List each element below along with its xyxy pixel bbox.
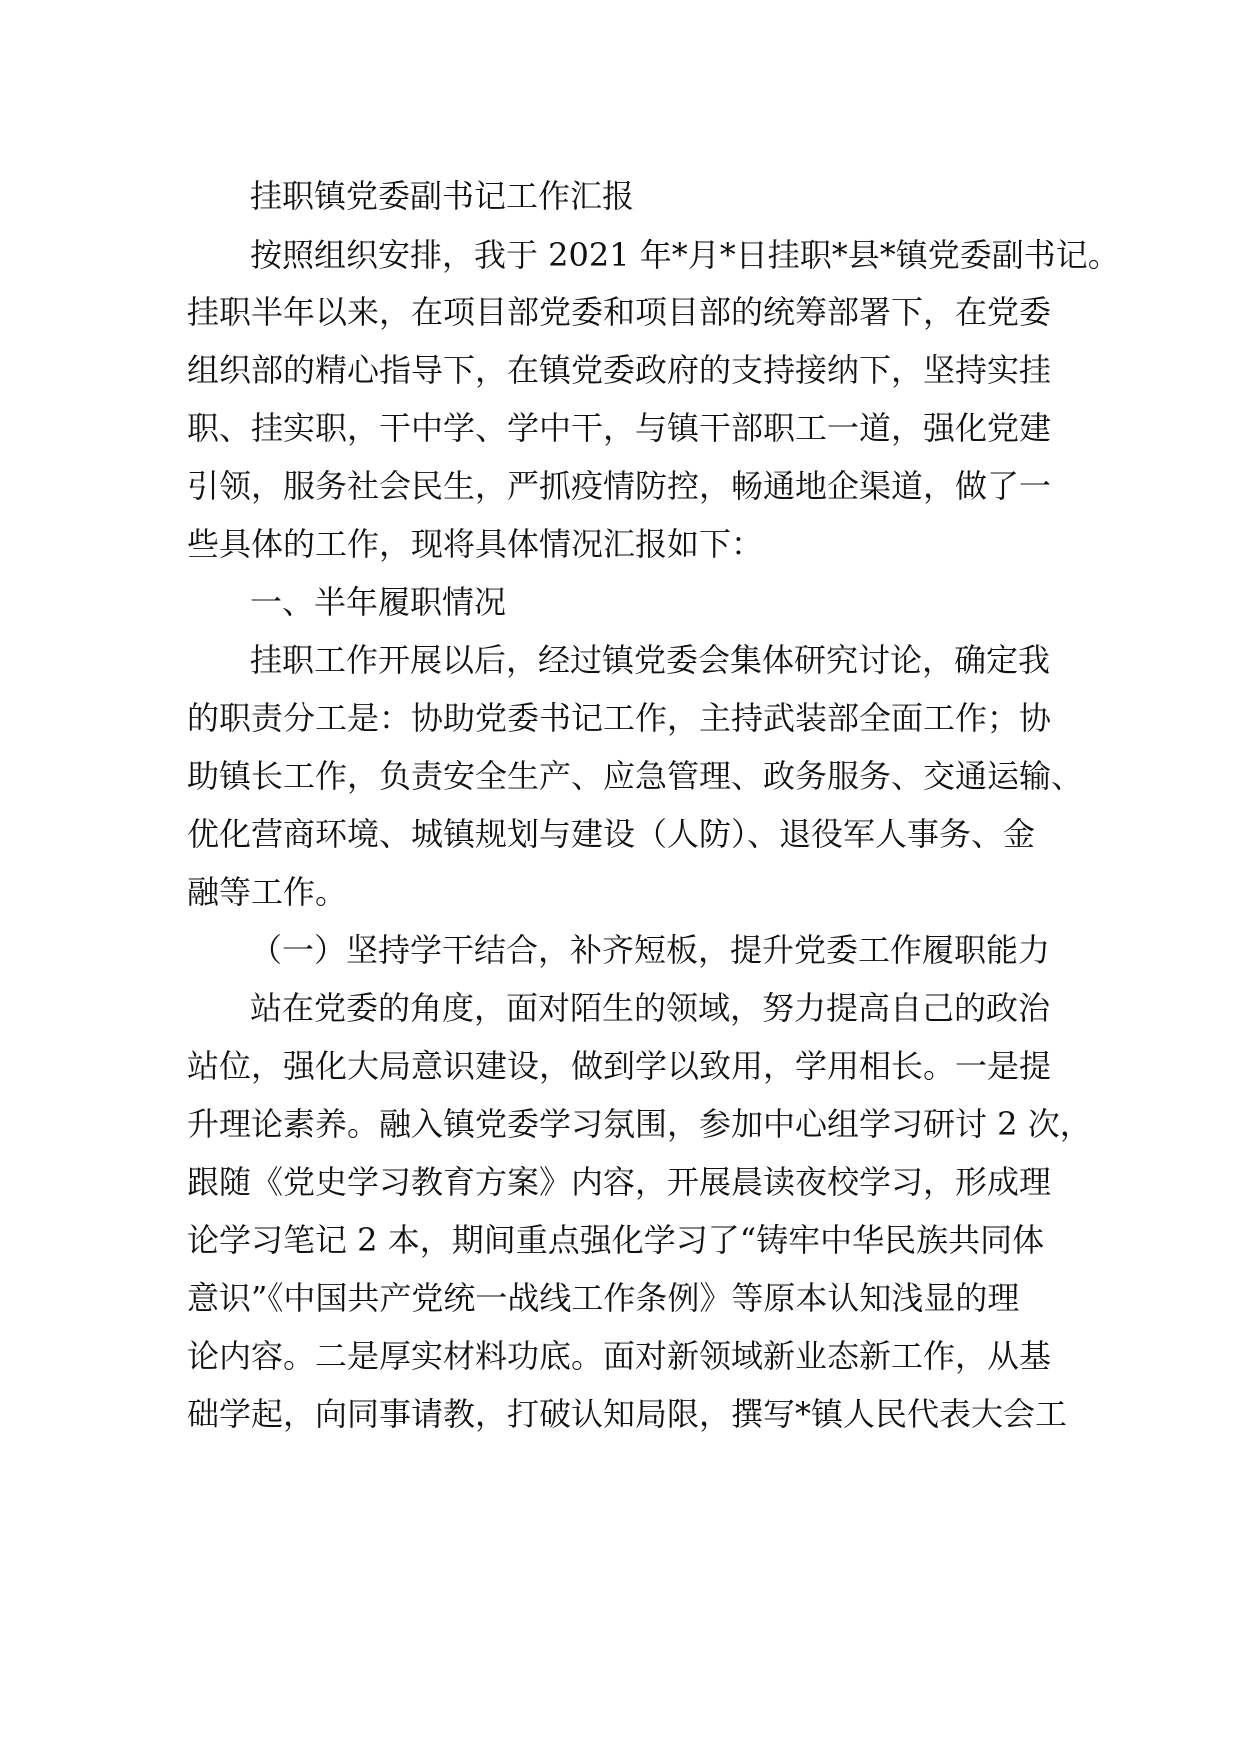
paragraph-line: 组织部的精心指导下，在镇党委政府的支持接纳下，坚持实挂 (187, 351, 1052, 389)
section-heading: 一、半年履职情况 (250, 583, 507, 621)
paragraph-line: 挂职半年以来，在项目部党委和项目部的统筹部署下，在党委 (187, 293, 1052, 331)
paragraph-line: 站在党委的角度，面对陌生的领域，努力提高自己的政治 (250, 989, 1051, 1027)
paragraph-line: 按照组织安排，我于 2021 年*月*日挂职*县*镇党委副书记。 (250, 236, 1120, 274)
paragraph-line: 挂职工作开展以后，经过镇党委会集体研究讨论，确定我 (250, 641, 1051, 679)
subsection-heading: （一）坚持学干结合，补齐短板，提升党委工作履职能力 (250, 931, 1051, 969)
paragraph-line: 助镇长工作，负责安全生产、应急管理、政务服务、交通运输、 (187, 757, 1084, 795)
paragraph-line: 跟随《党史学习教育方案》内容，开展晨读夜校学习，形成理 (187, 1163, 1052, 1201)
paragraph-line: 的职责分工是：协助党委书记工作，主持武装部全面工作；协 (187, 699, 1052, 737)
paragraph-line: 职、挂实职，干中学、学中干，与镇干部职工一道，强化党建 (187, 409, 1052, 447)
paragraph-line: 升理论素养。融入镇党委学习氛围，参加中心组学习研讨 2 次， (187, 1105, 1092, 1143)
document-title: 挂职镇党委副书记工作汇报 (250, 177, 635, 215)
paragraph-line: 优化营商环境、城镇规划与建设（人防）、退役军人事务、金 (187, 815, 1036, 853)
paragraph-line: 论学习笔记 2 本，期间重点强化学习了“铸牢中华民族共同体 (187, 1221, 1045, 1259)
paragraph-line: 论内容。二是厚实材料功底。面对新领域新业态新工作，从基 (187, 1337, 1052, 1375)
paragraph-line: 引领，服务社会民生，严抓疫情防控，畅通地企渠道，做了一 (187, 467, 1052, 505)
paragraph-line: 站位，强化大局意识建设，做到学以致用，学用相长。一是提 (187, 1047, 1052, 1085)
paragraph-line: 融等工作。 (187, 873, 348, 911)
paragraph-line: 础学起，向同事请教，打破认知局限，撰写*镇人民代表大会工 (187, 1395, 1068, 1433)
paragraph-line: 意识”《中国共产党统一战线工作条例》等原本认知浅显的理 (187, 1279, 1020, 1317)
paragraph-line: 些具体的工作，现将具体情况汇报如下： (187, 525, 764, 563)
